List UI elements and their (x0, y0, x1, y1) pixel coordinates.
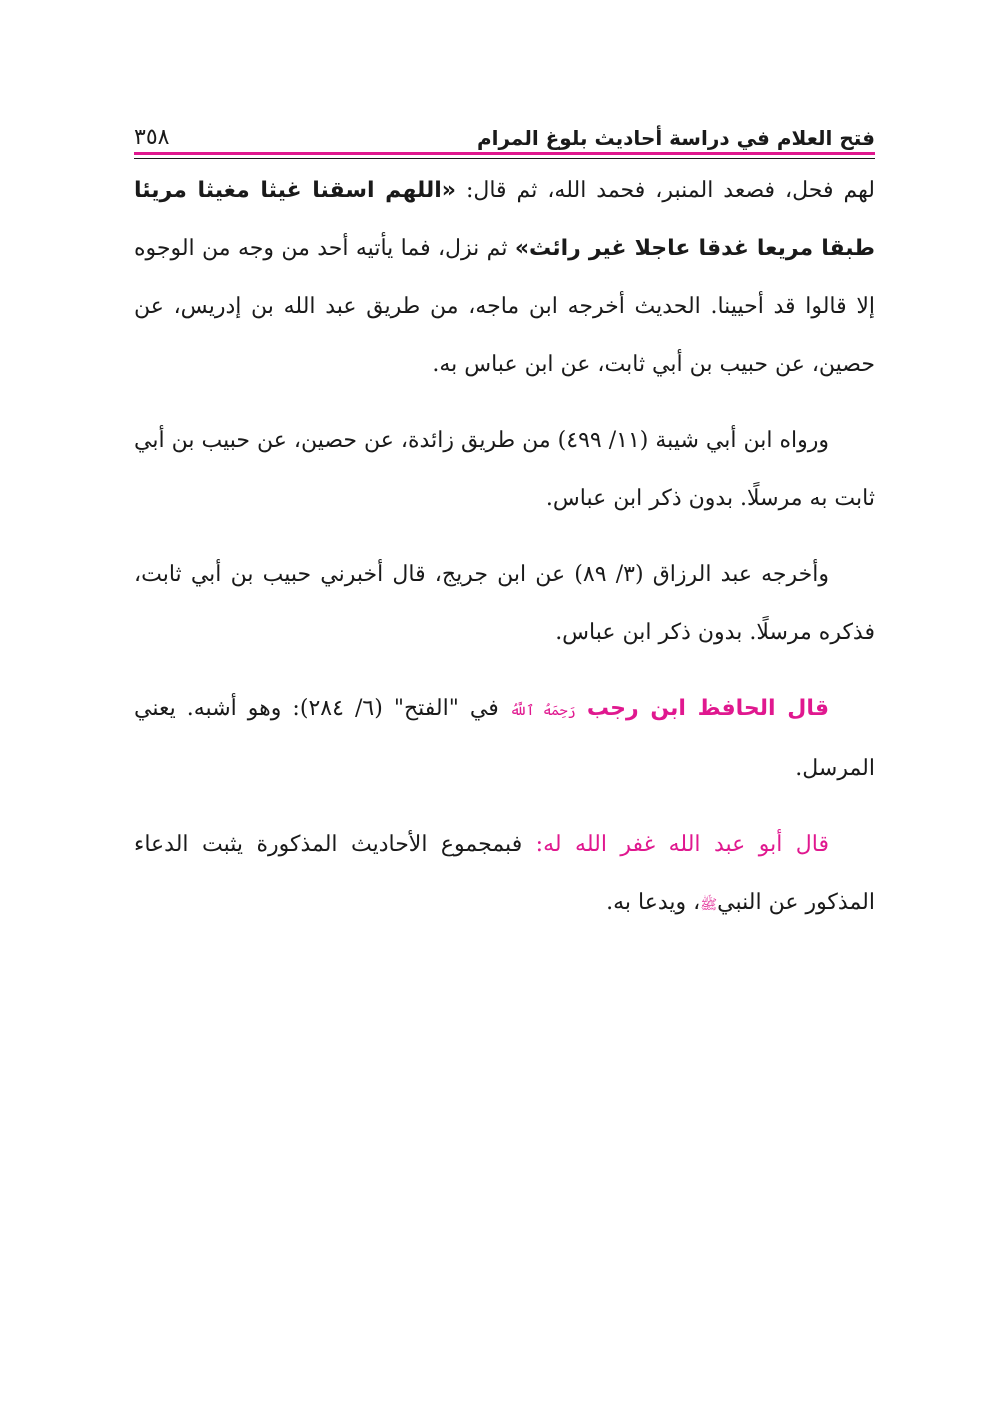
main-text (134, 162, 875, 952)
paragraph-hadith-takhrij (134, 162, 875, 394)
salawat-glyph: ﷺ (700, 897, 718, 913)
conclusion-end: ، ويدعا به. (606, 890, 701, 915)
supplication-quote: «اللهم اسقنا غيثا مغيثا مريئا طبقا مريعا غدقا عاجلا غير رائث» (134, 178, 875, 261)
paragraph-abd-al-razzaq: وأخرجه عبد الرزاق (٣/ ٨٩) عن ابن جريج، قال أخبرني حبيب بن أبي ثابت، فذكره مرسلًا. بدون ذكر ابن عباس. (134, 562, 875, 645)
conclusion-text: فبمجموع الأحاديث المذكورة يثبت الدعاء المذكور عن النبي (134, 832, 875, 915)
header-rule-thin (134, 158, 875, 159)
header-rule-accent (134, 152, 875, 155)
paragraph-ibn-rajab (134, 680, 875, 798)
author-phrase: قال أبو عبد الله غفر الله له: (535, 832, 829, 857)
honorific-glyph: رَحِمَهُ ٱللَّهُ (509, 703, 576, 719)
running-header (134, 112, 875, 150)
quote-rest: (٦/ ٢٨٤): وهو أشبه. يعني المرسل. (134, 696, 875, 781)
paragraph-rest: ثم نزل، فما يأتيه أحد من وجه من الوجوه إلا قالوا قد أحيينا. الحديث أخرجه ابن ماجه، من طريق عبد الله بن إدريس، عن حصين، عن حبيب بن أبي ثابت، عن ابن عباس به. (134, 236, 875, 377)
in-word: في (458, 696, 510, 721)
paragraph-intro: لهم فحل، فصعد المنبر، فحمد الله، ثم قال: (455, 178, 876, 203)
book-reference: "الفتح" (393, 696, 459, 721)
page-number: ٣٥٨ (134, 125, 170, 150)
scholar-name: قال الحافظ ابن رجب (586, 696, 830, 721)
book-title: فتح العلام في دراسة أحاديث بلوغ المرام (476, 126, 875, 150)
paragraph-author-conclusion (134, 816, 875, 934)
paragraph-ibn-abi-shaybah: ورواه ابن أبي شيبة (١١/ ٤٩٩) من طريق زائدة، عن حصين، عن حبيب بن أبي ثابت به مرسلًا. بدون ذكر ابن عباس. (134, 428, 875, 511)
